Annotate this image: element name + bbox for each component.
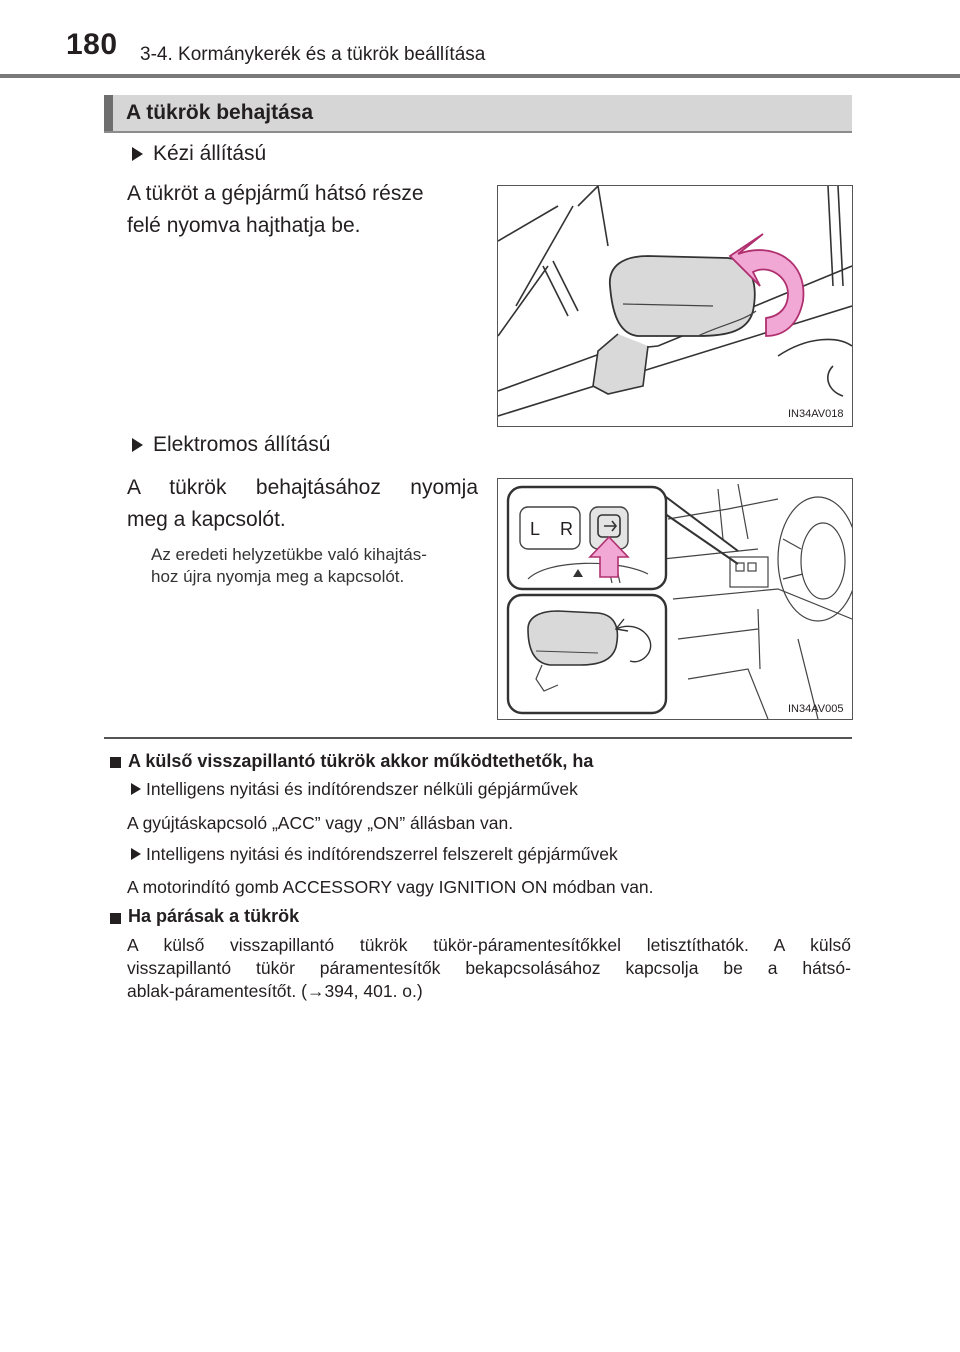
triangle-bullet-icon bbox=[131, 783, 141, 795]
page-number: 180 bbox=[66, 28, 118, 61]
triangle-bullet-icon bbox=[132, 147, 143, 161]
operation-item-2: Intelligens nyitási és indítórendszerrel felszerelt gépjárművek bbox=[146, 844, 618, 864]
mirror-inset-shape bbox=[528, 611, 617, 665]
fog-text-line-2: visszapillantó tükör páramentesítők bekapcsolásához kapcsolja be a hátsó- bbox=[127, 958, 851, 978]
electric-note-line-2: hoz újra nyomja meg a kapcsolót. bbox=[151, 567, 405, 586]
operation-item-1: Intelligens nyitási és indítórendszer nélküli gépjárművek bbox=[146, 779, 578, 799]
manual-mirror-illustration bbox=[498, 186, 852, 426]
fog-text-line-3: ablak-páramentesítőt. (→394, 401. o.) bbox=[127, 981, 423, 1001]
mirror-housing-shape bbox=[610, 256, 755, 336]
chapter-title: 3-4. Kormánykerék és a tükrök beállítása bbox=[140, 44, 486, 65]
operation-text-1: A gyújtáskapcsoló „ACC” vagy „ON” állásban van. bbox=[127, 813, 514, 833]
electric-note-line-1: Az eredeti helyzetükbe való kihajtás- bbox=[151, 545, 427, 564]
operation-heading: A külső visszapillantó tükrök akkor működtethetők, ha bbox=[128, 751, 594, 771]
figure-code-2: IN34AV005 bbox=[788, 703, 844, 715]
section-title: A tükrök behajtása bbox=[126, 101, 314, 124]
electric-text-line-2: meg a kapcsolót. bbox=[127, 508, 286, 531]
manual-text-line-1: A tükröt a gépjármű hátsó része bbox=[127, 182, 424, 205]
dashboard-illustration bbox=[498, 479, 852, 719]
fog-heading: Ha párásak a tükrök bbox=[128, 906, 300, 926]
manual-mirror-figure bbox=[497, 185, 853, 427]
section-title-bar bbox=[104, 95, 852, 133]
electric-mirror-figure bbox=[497, 478, 853, 720]
square-bullet-icon bbox=[110, 757, 121, 768]
electric-heading: Elektromos állítású bbox=[153, 433, 331, 456]
square-bullet-icon bbox=[110, 913, 121, 924]
header-divider bbox=[0, 74, 960, 78]
fog-text-line-1: A külső visszapillantó tükrök tükör-páramentesítőkkel letisztíthatók. A külső bbox=[127, 935, 851, 955]
notes-divider bbox=[104, 737, 852, 739]
triangle-bullet-icon bbox=[132, 438, 143, 452]
triangle-bullet-icon bbox=[131, 848, 141, 860]
switch-label-right: R bbox=[560, 519, 573, 539]
operation-text-2: A motorindító gomb ACCESSORY vagy IGNITION ON módban van. bbox=[127, 877, 654, 897]
section-accent bbox=[104, 95, 113, 131]
switch-label-left: L bbox=[530, 519, 541, 539]
manual-heading: Kézi állítású bbox=[153, 142, 267, 165]
electric-text-line-1: A tükrök behajtásához nyomja bbox=[127, 476, 478, 499]
figure-code-1: IN34AV018 bbox=[788, 408, 844, 420]
manual-text-line-2: felé nyomva hajthatja be. bbox=[127, 214, 361, 237]
